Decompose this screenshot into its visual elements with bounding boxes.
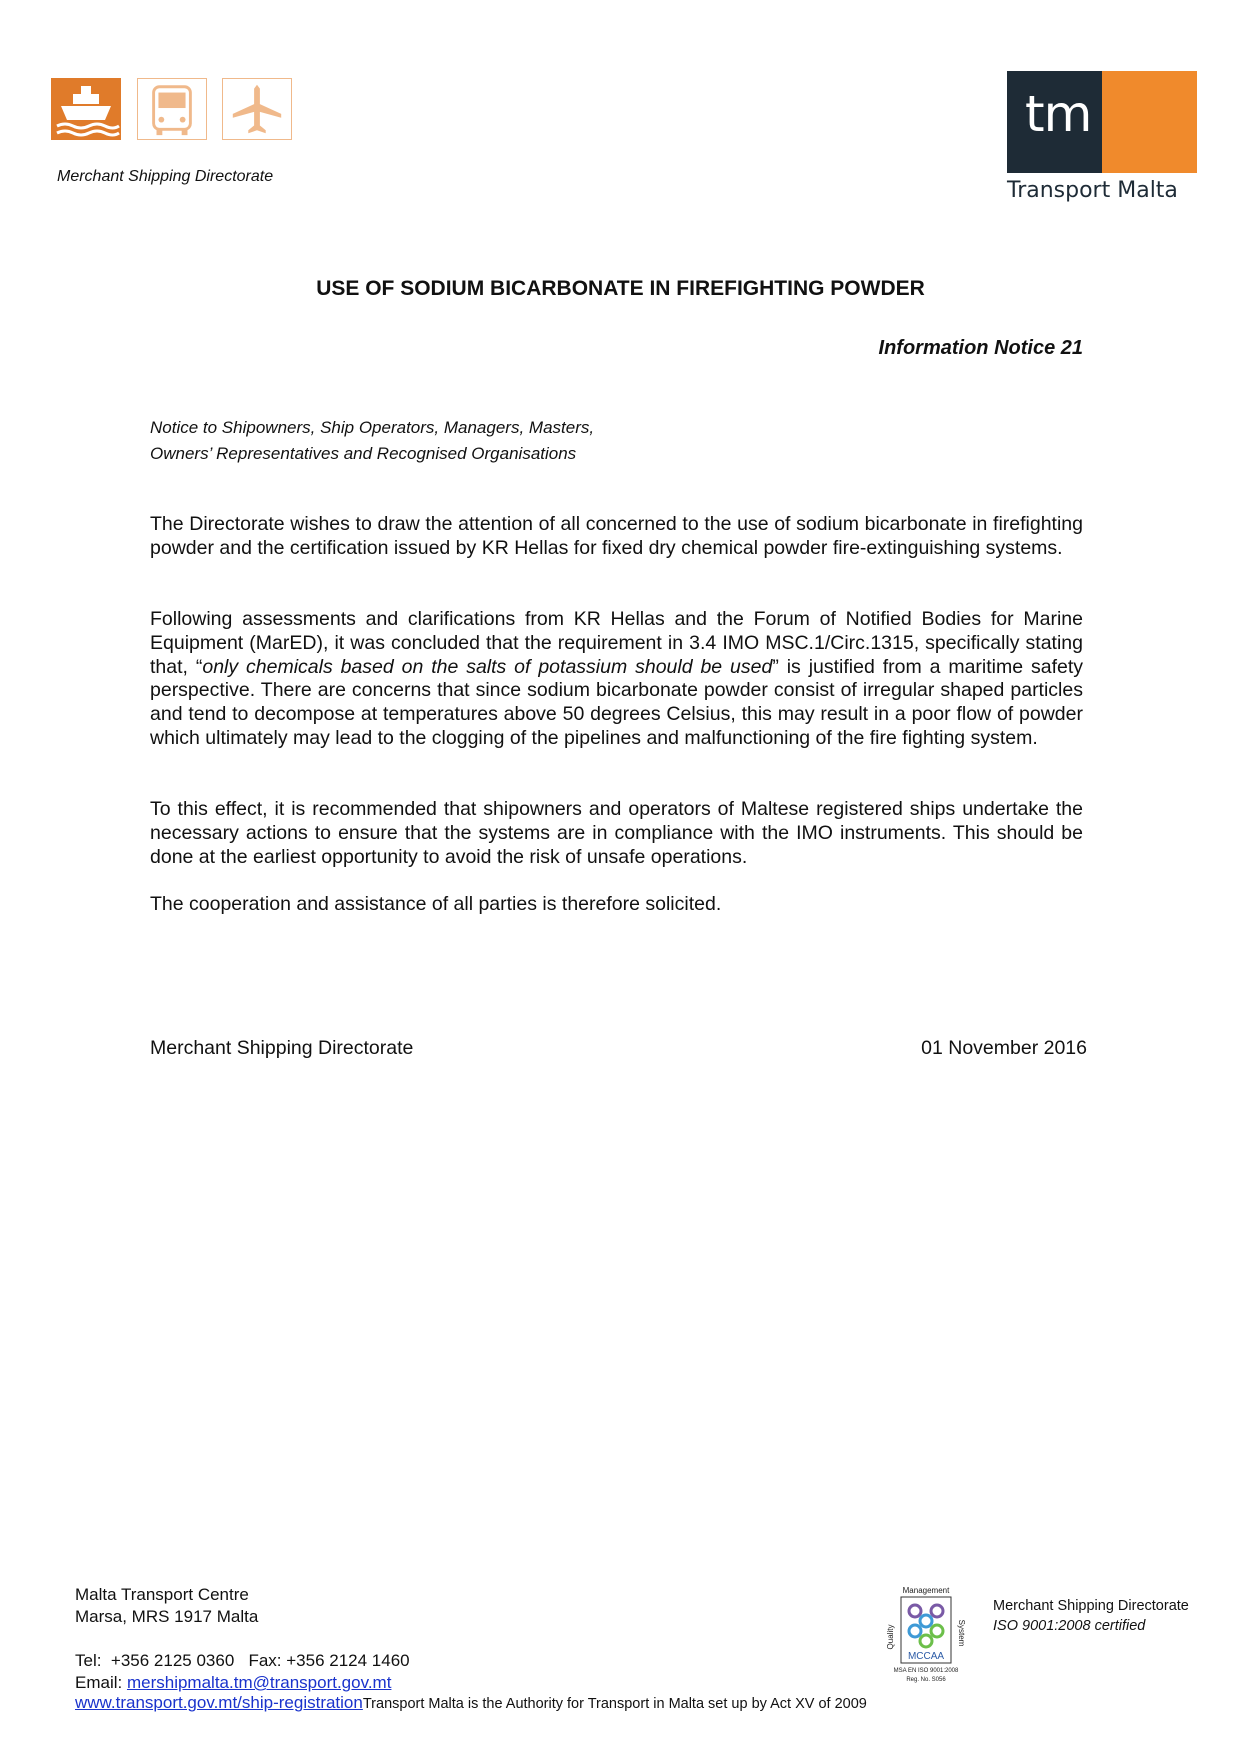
certification-text [993, 1596, 1189, 1636]
cert-iso: ISO 9001:2008 certified [993, 1618, 1146, 1634]
logo-name: Transport Malta [1007, 178, 1178, 203]
logo-letters: tm [1025, 85, 1092, 143]
paragraph-1-text: The Directorate wishes to draw the attention of all concerned to the use of sodium bicarbonate in firefighting powder and the certification issued by KR Hellas for fixed dry chemical powder fire-extinguishing systems. [150, 513, 1083, 559]
ship-icon [51, 78, 121, 140]
plane-icon [222, 78, 292, 140]
email-link[interactable]: mershipmalta.tm@transport.gov.mt [126, 1673, 392, 1692]
directorate-label: Merchant Shipping Directorate [57, 168, 274, 185]
footer-web-line [75, 1693, 867, 1713]
authority-note: Transport Malta is the Authority for Transport in Malta set up by Act XV of 2009 [362, 1696, 867, 1712]
notice-date: 01 November 2016 [921, 1037, 1087, 1059]
footer-phone: Tel: +356 2125 0360 Fax: +356 2124 1460 [75, 1651, 410, 1670]
address-line-2: Marsa, MRS 1917 Malta [75, 1607, 259, 1626]
mccaa-certification-logo [887, 1585, 965, 1685]
cert-logo-right-text: System [957, 1619, 966, 1647]
cert-logo-standard: MSA EN ISO 9001:2008 [893, 1668, 959, 1674]
logo-orange-block [1102, 71, 1197, 173]
cert-logo-left-text: Quality [886, 1624, 895, 1650]
paragraph-4 [150, 893, 1083, 917]
paragraph-2-part-2: ” is justified from a maritime safety perspective. There are concerns that since sodium bicarbonate powder consist of irregular shaped particles and tend to decompose at temperatures above 50 degrees Celsius, this may result in a poor flow of powder which ultimately may lead to the clogging of the pipelines and malfunctioning of the fire fighting system. [150, 655, 1083, 749]
cert-logo-top-text: Management [902, 1586, 950, 1595]
paragraph-3-text: To this effect, it is recommended that shipowners and operators of Maltese registered ships undertake the necessary actions to ensure that the systems are in compliance with the IMO instruments. This should be done at the earliest opportunity to avoid the risk of unsafe operations. [150, 798, 1083, 868]
page-title: USE OF SODIUM BICARBONATE IN FIREFIGHTING POWDER [316, 277, 925, 300]
paragraph-2-part-1: Following assessments and clarifications from KR Hellas and the Forum of Notified Bodies for Marine Equipment (MarED), it was concluded that the requirement in 3.4 IMO MSC.1/Circ.1315, specifically stating that, “ [150, 608, 1083, 678]
cert-name: Merchant Shipping Directorate [993, 1598, 1189, 1614]
transport-malta-logo [1007, 71, 1197, 173]
paragraph-2 [150, 608, 1083, 751]
paragraph-2-text [150, 608, 1083, 751]
addressee [150, 415, 594, 467]
footer-address [75, 1584, 258, 1628]
paragraph-3 [150, 798, 1083, 869]
address-line-1: Malta Transport Centre [75, 1585, 249, 1604]
paragraph-4-text: The cooperation and assistance of all parties is therefore solicited. [150, 893, 722, 915]
notice-number: Information Notice 21 [878, 337, 1083, 359]
website-link[interactable]: www.transport.gov.mt/ship-registration [75, 1693, 363, 1712]
email-label: Email: [75, 1673, 127, 1692]
bus-icon [137, 78, 207, 140]
addressee-line-1: Notice to Shipowners, Ship Operators, Managers, Masters, [150, 418, 595, 437]
footer-email-line [75, 1672, 410, 1694]
paragraph-1 [150, 513, 1083, 561]
footer-contact [75, 1650, 410, 1694]
logo-dark-block [1007, 71, 1102, 173]
signature: Merchant Shipping Directorate [150, 1037, 414, 1059]
cert-logo-brand: MCCAA [907, 1651, 945, 1662]
cert-logo-reg: Reg. No. S056 [906, 1677, 946, 1683]
addressee-line-2: Owners’ Representatives and Recognised Organisations [150, 444, 577, 463]
paragraph-2-quote: only chemicals based on the salts of potassium should be used [202, 655, 773, 678]
